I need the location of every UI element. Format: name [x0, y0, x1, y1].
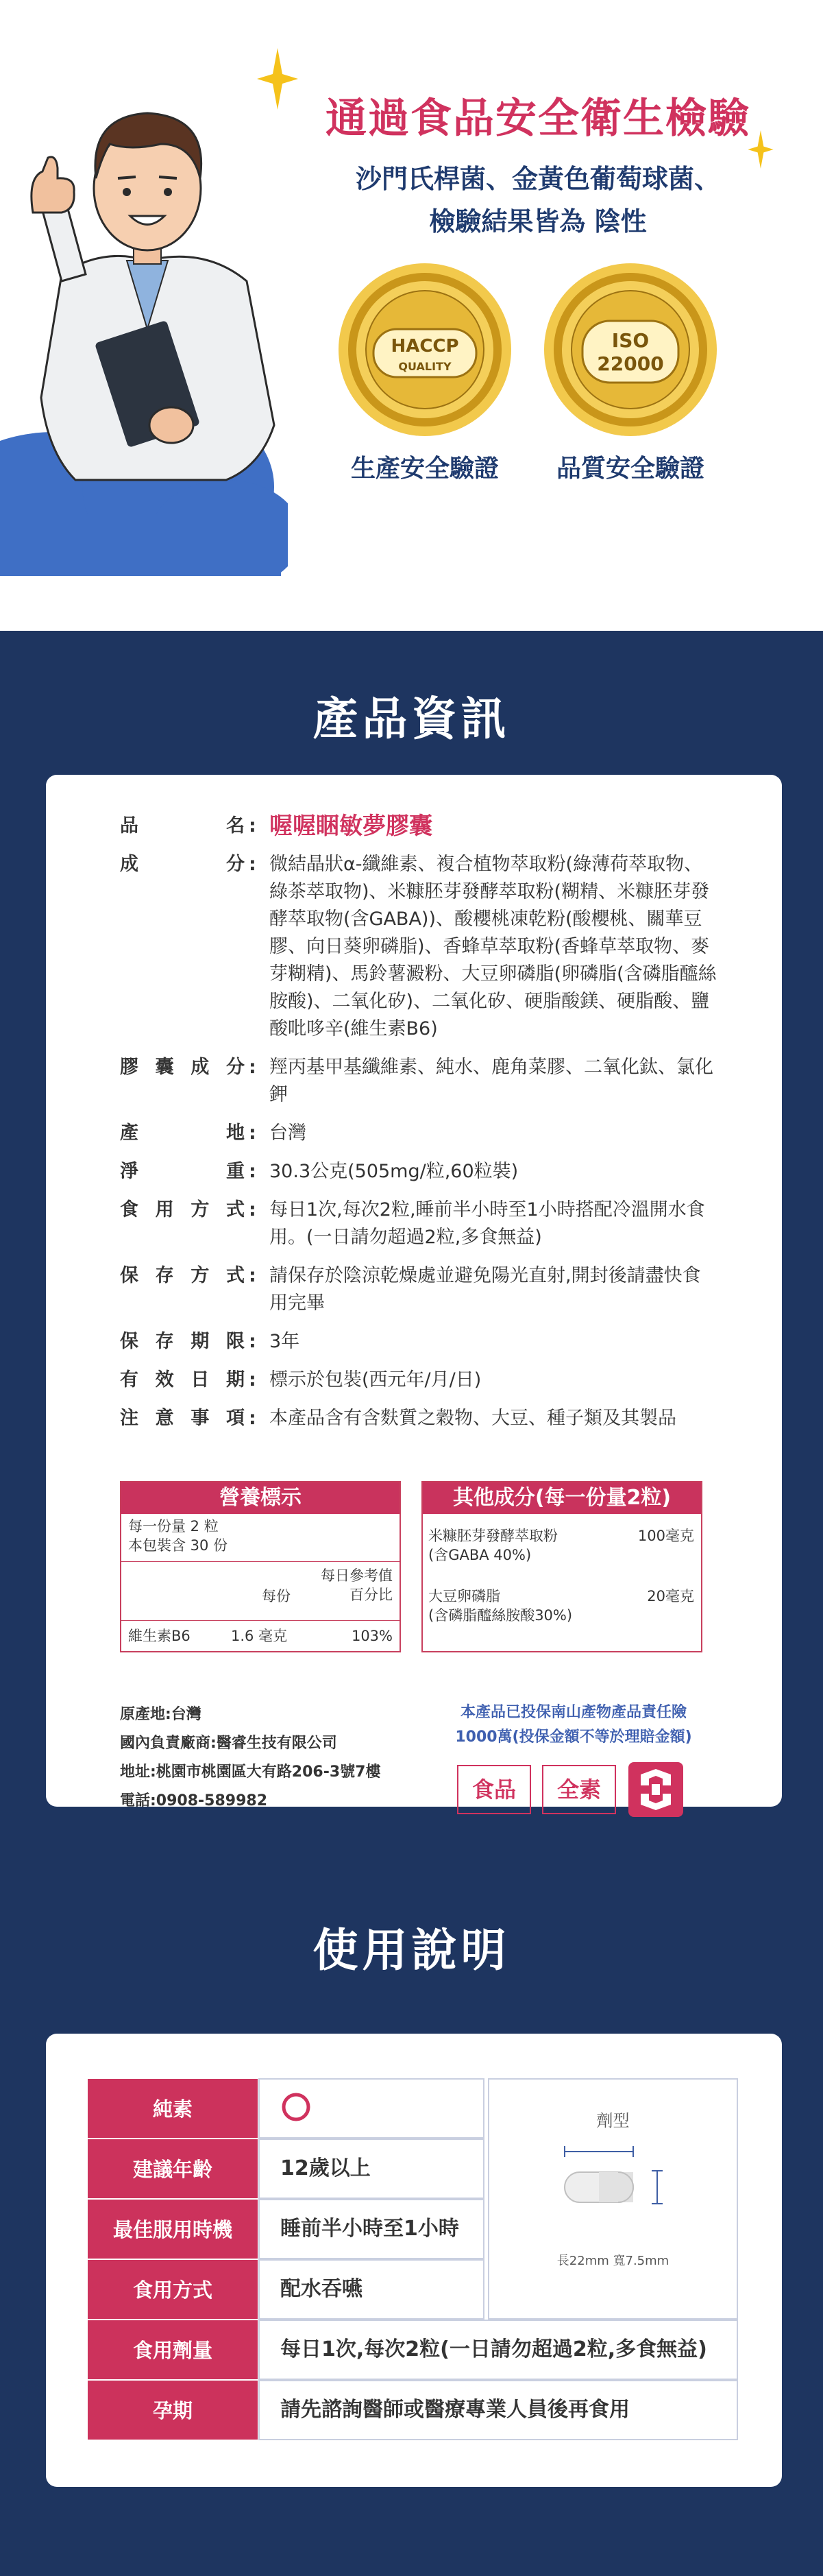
spec-row: [120, 1054, 717, 1109]
spec-label: [120, 1405, 249, 1432]
spec-label-char: 用: [155, 1199, 174, 1220]
nutrition-header: [121, 1562, 400, 1621]
nutrition-col-daily: [321, 1566, 393, 1604]
product-name: 喔喔睏敏夢膠囊: [269, 812, 432, 840]
usage-value: [258, 2078, 484, 2139]
spec-value: 每日1次,每次2粒,睡前半小時至1小時搭配冷溫開水食用。(一日請勿超過2粒,多食無益): [269, 1199, 705, 1248]
spec-value: 本產品含有含麩質之穀物、大豆、種子類及其製品: [269, 1408, 676, 1429]
spec-label: [120, 851, 249, 1043]
spec-label-char: 食: [120, 1199, 138, 1220]
spec-value: 台灣: [269, 1122, 306, 1144]
spec-label-char: 項: [225, 1408, 245, 1429]
spec-row: [120, 1196, 717, 1251]
spec-label: [120, 1262, 249, 1317]
stamps-row: [457, 1761, 685, 1818]
insurance-line-2: 1000萬(投保金額不等於理賠金額): [455, 1729, 692, 1746]
spec-colon: :: [249, 1331, 256, 1352]
capsule-shape-box: [488, 2078, 738, 2320]
nutrient-pct: 103%: [351, 1628, 393, 1644]
usage-value: 配水吞嚥: [258, 2259, 484, 2320]
capsule-icon: [558, 2138, 681, 2234]
spec-value: 30.3公克(505mg/粒,60粒裝): [269, 1161, 519, 1182]
capsule-dimensions: 長22mm 寬7.5mm: [556, 2254, 670, 2268]
spec-row: [120, 1328, 717, 1356]
spec-label-char: 名: [226, 815, 245, 836]
spec-label: [120, 1328, 249, 1356]
tables-area: [120, 1481, 709, 1659]
other-ingredient-row: [423, 1514, 701, 1582]
spec-row: [120, 1158, 717, 1185]
spec-label-char: 式: [225, 1265, 245, 1286]
spec-label-char: 限: [225, 1331, 245, 1352]
haccp-badge: [336, 261, 514, 439]
spec-colon: :: [249, 1408, 256, 1429]
spec-label: [120, 1367, 249, 1394]
spec-colon: :: [249, 1122, 256, 1144]
spec-label-char: 膠: [120, 1057, 138, 1078]
spec-row: [120, 1120, 717, 1147]
other-ingredient-name: 大豆卵磷脂: [428, 1588, 500, 1604]
hero-section: [0, 0, 823, 631]
nutrient-per: 1.6 毫克: [231, 1628, 288, 1644]
spec-row: [120, 851, 717, 1043]
spec-label-char: 方: [191, 1199, 210, 1220]
spec-row: [120, 1405, 717, 1432]
nutrition-col-per: 每份: [262, 1588, 291, 1604]
spec-label-char: 囊: [155, 1057, 174, 1078]
nutrient-name: 維生素B6: [128, 1628, 191, 1644]
spec-colon: :: [249, 815, 256, 836]
spec-value: 請保存於陰涼乾燥處並避免陽光直射,開封後請盡快食用完畢: [269, 1265, 701, 1314]
usage-label: 食用劑量: [87, 2320, 258, 2380]
spec-label-char: 存: [155, 1265, 174, 1286]
spec-label-char: 注: [120, 1408, 138, 1429]
nutrition-table: [120, 1481, 401, 1652]
spec-value: 標示於包裝(西元年/月/日): [269, 1369, 482, 1391]
spec-label-char: 成: [191, 1057, 210, 1078]
other-ingredient-note: (含GABA 40%): [428, 1547, 532, 1563]
spec-colon: :: [249, 1161, 256, 1182]
food-stamp: 食品: [457, 1765, 531, 1814]
hero-subtitle-1: 沙門氏桿菌、金黃色葡萄球菌、: [355, 164, 720, 194]
spec-label-char: 淨: [120, 1161, 138, 1182]
spec-label-char: 分: [226, 854, 245, 875]
spec-label-char: 效: [155, 1369, 174, 1391]
insurance-block: [430, 1700, 717, 1803]
col-daily-label: 每日參考值: [321, 1567, 393, 1584]
other-ingredient-row: [423, 1582, 701, 1651]
badge-2-label: 品質安全驗證: [556, 455, 704, 483]
usage-value: 睡前半小時至1小時: [258, 2199, 484, 2259]
usage-section: [0, 1894, 823, 2576]
spec-colon: :: [249, 1057, 256, 1078]
other-ingredient-note: (含磷脂醯絲胺酸30%): [428, 1607, 573, 1624]
recycle-icon: [627, 1761, 685, 1818]
shape-title: 劑型: [596, 2111, 630, 2130]
spec-label-char: 保: [120, 1265, 138, 1286]
product-info-card: [46, 775, 782, 1807]
usage-label: 孕期: [87, 2380, 258, 2440]
badge-1-line1: HACCP: [391, 336, 459, 357]
spec-label-char: 重: [226, 1161, 245, 1182]
usage-label: 純素: [87, 2078, 258, 2139]
other-ingredients-table: [421, 1481, 702, 1652]
maker-text: 國內負責廠商:醫睿生技有限公司: [120, 1735, 337, 1752]
spec-colon: :: [249, 1199, 256, 1220]
spec-label-char: 有: [120, 1369, 138, 1391]
iso-badge: [541, 261, 720, 439]
spec-label-char: 保: [120, 1331, 138, 1352]
usage-value: 12歲以上: [258, 2139, 484, 2199]
product-info-section: [0, 631, 823, 1894]
badge-2-line1: ISO: [611, 329, 650, 352]
spec-row: [120, 1367, 717, 1394]
servings-per-package: 本包裝含 30 份: [128, 1537, 228, 1554]
hero-subtitle-2: 檢驗結果皆為 陰性: [429, 206, 647, 237]
other-ingredient-amount: 100毫克: [637, 1528, 694, 1544]
spec-label-char: 期: [191, 1331, 210, 1352]
spec-label: [120, 1196, 249, 1251]
spec-value: 羥丙基甲基纖維素、純水、鹿角菜膠、二氧化鈦、氯化鉀: [269, 1057, 713, 1105]
circle-mark-icon: [280, 2091, 312, 2123]
spec-label-char: 事: [191, 1408, 210, 1429]
spec-row: [120, 1262, 717, 1317]
spec-label-char: 成: [120, 854, 138, 875]
spec-label-char: 存: [155, 1331, 174, 1352]
spec-label: [120, 1158, 249, 1185]
nutrition-serving: [121, 1514, 400, 1562]
address-text: 地址:桃園市桃園區大有路206-3號7樓: [120, 1764, 381, 1781]
spec-label-char: 方: [191, 1265, 210, 1286]
usage-label: 食用方式: [87, 2259, 258, 2320]
spec-label-char: 地: [226, 1122, 245, 1144]
nutrition-title: 營養標示: [121, 1482, 400, 1514]
spec-list: [120, 812, 717, 1432]
usage-label: 最佳服用時機: [87, 2199, 258, 2259]
spec-label-char: 產: [120, 1122, 138, 1144]
company-info: [120, 1700, 380, 1816]
spec-colon: :: [249, 854, 256, 875]
other-ingredients-title: 其他成分(每一份量2粒): [423, 1482, 701, 1514]
hero-title: 通過食品安全衛生檢驗: [325, 95, 750, 143]
usage-card: [46, 2034, 782, 2487]
spec-label-char: 期: [225, 1369, 245, 1391]
usage-label: 建議年齡: [87, 2139, 258, 2199]
spec-label-char: 品: [120, 815, 138, 836]
usage-title: 使用說明: [312, 1924, 511, 1977]
spec-label-char: 日: [191, 1369, 210, 1391]
spec-colon: :: [249, 1369, 256, 1391]
badge-1-label: 生產安全驗證: [350, 455, 499, 483]
spec-label-char: 分: [225, 1057, 245, 1078]
other-ingredient-name: 米糠胚芽發酵萃取粉: [428, 1528, 558, 1544]
spec-label-char: 式: [225, 1199, 245, 1220]
spec-label: [120, 1120, 249, 1147]
badge-1-line2: QUALITY: [398, 360, 452, 373]
serving-size: 每一份量 2 粒: [128, 1518, 219, 1534]
usage-value: 每日1次,每次2粒(一日請勿超過2粒,多食無益): [258, 2320, 738, 2380]
spec-value: 3年: [269, 1331, 300, 1352]
spec-label: [120, 812, 249, 840]
badge-2-line2: 22000: [597, 352, 664, 375]
sparkle-icon: [257, 48, 298, 110]
spec-row: [120, 812, 717, 840]
product-info-title: 產品資訊: [312, 693, 511, 745]
col-pct-label: 百分比: [349, 1587, 393, 1603]
origin-text: 原產地:台灣: [120, 1706, 201, 1723]
vegan-stamp: 全素: [542, 1765, 616, 1814]
nutrition-row: [121, 1621, 400, 1651]
phone-text: 電話:0908-589982: [120, 1792, 268, 1809]
usage-value: 請先諮詢醫師或醫療專業人員後再食用: [258, 2380, 738, 2440]
spec-label: [120, 1054, 249, 1109]
other-ingredient-amount: 20毫克: [647, 1588, 694, 1604]
spec-colon: :: [249, 1265, 256, 1286]
insurance-line-1: 本產品已投保南山產物產品責任險: [460, 1704, 687, 1721]
spec-label-char: 意: [155, 1408, 174, 1429]
spec-value: 微結晶狀α-纖維素、複合植物萃取粉(綠薄荷萃取物、綠茶萃取物)、米糠胚芽發酵萃取粉(糊精、米糠胚芽發酵萃取物(含GABA))、酸櫻桃凍乾粉(酸櫻桃、關華豆膠、向日葵卵磷脂)、香蜂草萃取粉(香蜂草萃取物、麥芽糊精)、馬鈴薯澱粉、大豆卵磷脂(卵磷脂(含磷脂醯絲胺酸)、二氧化矽)、二氧化矽、硬脂酸鎂、硬脂酸、鹽酸吡哆辛(維生素B6): [269, 854, 717, 1039]
doctor-illustration: [0, 41, 288, 576]
